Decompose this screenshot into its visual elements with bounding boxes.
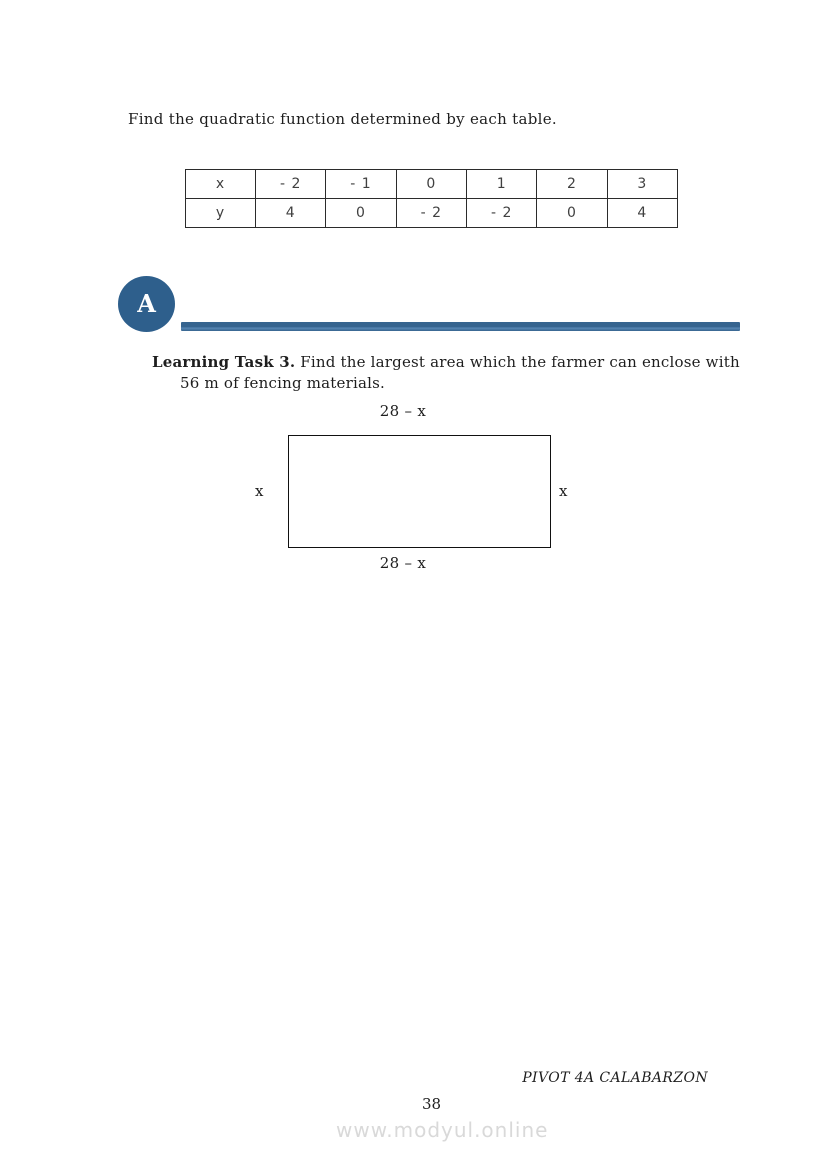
table-cell: - 1 <box>326 170 396 199</box>
diagram-bottom-dimension-label: 28 – x <box>379 554 427 572</box>
table-cell: 0 <box>537 199 607 228</box>
table-cell: 0 <box>326 199 396 228</box>
diagram-right-dimension-label: x <box>559 482 568 500</box>
table-cell: 2 <box>537 170 607 199</box>
table-cell: - 2 <box>396 199 466 228</box>
footer-imprint: PIVOT 4A CALABARZON <box>522 1070 708 1086</box>
section-divider-rule <box>181 322 740 331</box>
intro-text: Find the quadratic function determined by each table. <box>128 110 557 128</box>
table-cell: 3 <box>607 170 677 199</box>
table-cell: 4 <box>607 199 677 228</box>
table-cell: 1 <box>466 170 536 199</box>
fenced-area-rectangle <box>288 435 551 548</box>
table-row-y <box>186 199 678 228</box>
watermark: www.modyul.online <box>336 1118 549 1142</box>
row-header-y: y <box>186 199 256 228</box>
table-cell: 4 <box>256 199 326 228</box>
diagram-left-dimension-label: x <box>255 482 264 500</box>
table-cell: - 2 <box>466 199 536 228</box>
diagram-top-dimension-label: 28 – x <box>379 402 427 420</box>
learning-task-paragraph <box>152 352 744 394</box>
section-a-badge <box>118 276 175 332</box>
learning-task-label: Learning Task 3. <box>152 353 296 371</box>
row-header-x: x <box>186 170 256 199</box>
table-row-x <box>186 170 678 199</box>
values-table <box>185 169 678 228</box>
learning-task-text: Find the largest area which the farmer can enclose with 56 m of fencing materials. <box>180 353 740 392</box>
table-cell: 0 <box>396 170 466 199</box>
table-cell: - 2 <box>256 170 326 199</box>
page-number: 38 <box>422 1095 442 1113</box>
section-a-badge-letter: A <box>137 288 156 318</box>
